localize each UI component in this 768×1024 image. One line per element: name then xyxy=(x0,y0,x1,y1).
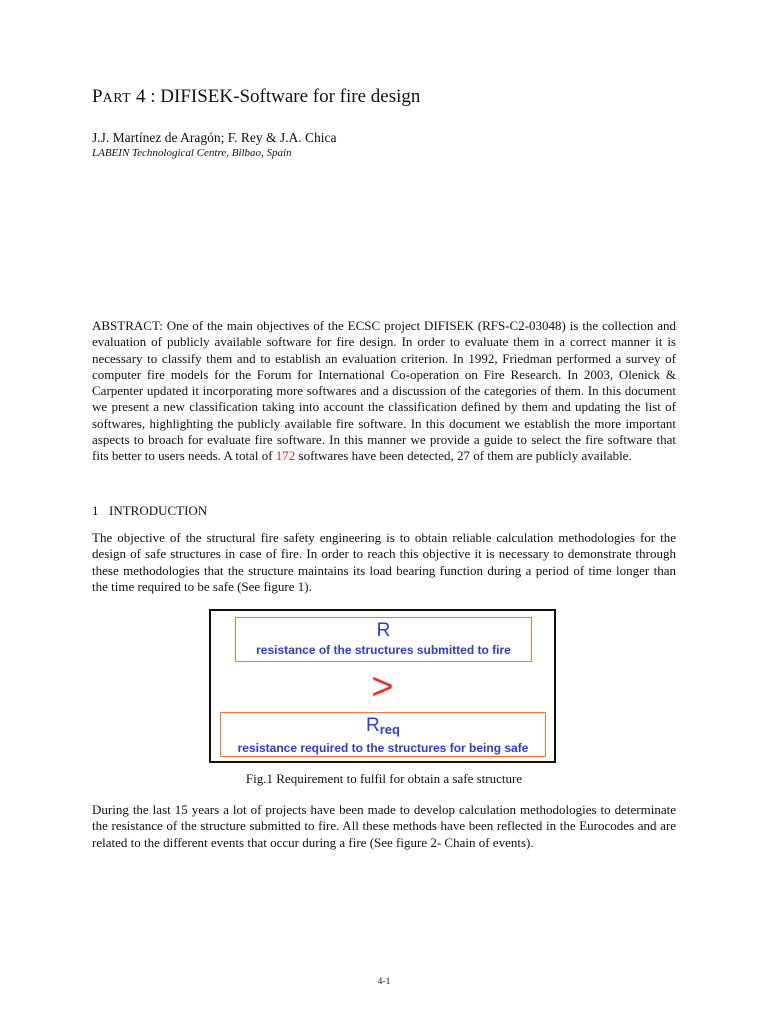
abstract-text-before: ABSTRACT: One of the main objectives of the ECSC project DIFISEK (RFS-C2-03048) is the collection and evaluation of publicly available software for fire design. In order to evaluate them in a correct manner it is necessary to classify them and to establish an evaluation criterion. In 1992, Friedman performed a survey of computer fire models for the Forum for International Co-operation on Fire Research. In 2003, Olenick & Carpenter updated it incorporating more softwares and a discussion of the categories of them. In this document we present a new classification taking into account the classification defined by them and updating the list of softwares, highlighting the publicly available fire software. In this document we establish the more important aspects to broach for evaluate fire software. In this manner we provide a guide to select the fire software that fits better to users needs. A total of xyxy=(92,318,676,464)
figure-1-caption: Fig.1 Requirement to fulfil for obtain a safe structure xyxy=(245,771,523,786)
paper-title xyxy=(92,86,420,108)
rreq-letter: R xyxy=(366,715,380,736)
required-resistance-box xyxy=(220,712,546,757)
section-number: 1 xyxy=(92,503,99,518)
authors: J.J. Martínez de Aragón; F. Rey & J.A. Chica xyxy=(92,130,337,145)
title-rest: 4 : DIFISEK-Software for fire design xyxy=(131,86,421,107)
r-symbol: R xyxy=(376,620,391,641)
rreq-subscript: req xyxy=(379,722,400,737)
figure-1 xyxy=(209,609,556,763)
greater-than-symbol: > xyxy=(371,666,394,708)
section-heading-introduction xyxy=(92,503,207,519)
r-description: resistance of the structures submitted to fire xyxy=(256,643,511,657)
title-part-smallcaps: ART xyxy=(102,91,132,106)
rreq-symbol xyxy=(221,716,545,740)
affiliation: LABEIN Technological Centre, Bilbao, Spain xyxy=(92,147,292,159)
introduction-paragraph: The objective of the structural fire safety engineering is to obtain reliable calculation methodologies for the design of safe structures in case of fire. In order to reach this objective it is necessary to demonstrate through these methodologies that the structure maintains its load bearing function during a period of time longer than the time required to be safe (See figure 1). xyxy=(92,530,676,594)
page-number: 4-1 xyxy=(377,977,391,987)
section-title: INTRODUCTION xyxy=(109,503,208,518)
body-paragraph-2: During the last 15 years a lot of projects have been made to develop calculation methodologies to determinate the resistance of the structure submitted to fire. All these methods have been reflected in the Eurocodes and are related to the different events that occur during a fire (See figure 2- Chain of events). xyxy=(92,802,676,850)
rreq-description: resistance required to the structures for being safe xyxy=(237,741,529,755)
title-part-initial: P xyxy=(92,86,103,107)
abstract-paragraph xyxy=(92,318,676,465)
abstract-text-after: softwares have been detected, 27 of them are publicly available. xyxy=(295,448,632,464)
abstract-highlight-count: 172 xyxy=(275,448,296,464)
resistance-box xyxy=(235,617,532,662)
